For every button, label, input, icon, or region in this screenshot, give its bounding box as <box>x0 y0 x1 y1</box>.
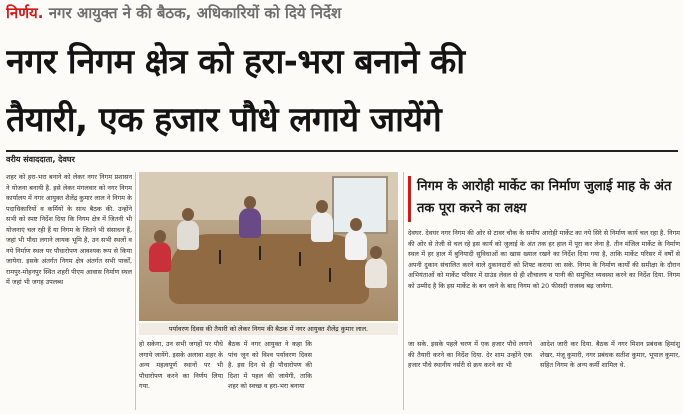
left-column-text: शहर को हरा-भरा बनाने को लेकर नगर निगम प्रशासन ने योजना बनायी है. इसे लेकर मंगलवार को नगर निगम कार्यालय में नगर आयुक्त शैलेंद्र कुमार लाल ने निगम के पदाधिकारियों व कर्मियों के साथ बैठक की. उन्होंने सभी को स्पष्ट निर्देश दिया कि निगम क्षेत्र में जितनी भी योजनाएं चल रही हैं या निगम के जितने भी संसाधन हैं, जहां भी पौधा लगाने लायक भूमि है, उन सभी स्थलों व नये निर्माण स्थल पर पौधारोपण आवश्यक रूप से किया जायेगा. इसके अंतर्गत निगम क्षेत्र अंतर्गत सभी पार्कों, रामपुर-मोहनपुर स्थित शहरी पीएम आवास निर्माण स्थल में जहां भी जगह उपलब्ध <box>6 173 132 286</box>
column-divider <box>135 172 136 410</box>
meeting-photo <box>139 172 398 321</box>
photo-person <box>239 208 261 238</box>
photo-caption: पर्यावरण दिवस की तैयारी को लेकर निगम की बैठक में नगर आयुक्त शैलेंद्र कुमार लाल. <box>139 323 398 335</box>
side-story-headline: निगम के आरोही मार्केट का निर्माण जुलाई माह के अंत तक पूरा करने का लक्ष्य <box>408 176 680 222</box>
photo-microphone <box>219 250 221 264</box>
kicker-text: नगर आयुक्त ने की बैठक, अधिकारियों को दिये निर्देश <box>48 4 342 22</box>
photo-person <box>177 220 199 250</box>
bottom-column-4: आदेश जारी कर दिया. बैठक में नगर मिशन प्रबंधक हिमांशु शेखर, मंजू कुमारी, नगर प्रबंधक सतीश कुमार, भूपाल कुमार, सहित निगम के अन्य कर्मी शामिल थे. <box>540 340 680 369</box>
photo-microphone <box>259 246 261 260</box>
photo-table <box>169 234 369 304</box>
photo-microphone <box>329 268 331 282</box>
kicker-tag: निर्णय <box>6 4 38 22</box>
bottom-column-1: हो सकेगा, उन सभी जगहों पर पौधे लगाये जायेंगे. इसके अलावा शहर के अन्य महत्वपूर्ण स्थानों पर भी पौधारोपण करने का निर्णय लिया गया. <box>139 340 223 390</box>
photo-microphone <box>299 252 301 266</box>
byline: वरीय संवाददाता, देवघर <box>6 155 75 164</box>
side-story-text: देवघर. देवघर नगर निगम की ओर से टावर चौक के समीप आरोही मार्केट का नये सिरे से निर्माण कार्य चल रहा है. निगम की ओर से तेजी से चल रहे इस कार्य को जुलाई के अंत तक हर हाल में पूरा कर लेना है. तीन मंजिल मार्केट के निर्माण स्थल में हर हाल में बुनियादी सुविधाओं का खास ख्याल रखने का निर्देश दिया गया है, ताकि मार्केट परिसर में वर्षों से अपनी दुकान संचालित करने वाले दुकानदारों को शिफ्ट कराया जा सके. निगम के निर्माण कार्यों की समीक्षा के दौरान अभियंताओं को मार्केट परिसर में ग्राउंड लेवल से ही शौचालय व पानी की समुचित व्यवस्था करने का निर्देश दिया. निगम को उम्मीद है कि इस मार्केट के बन जाने के बाद निगम को 20 फीसदी राजस्व बढ़ जायेगा. <box>408 229 680 290</box>
column-divider <box>403 172 404 410</box>
divider <box>6 150 678 152</box>
photo-person <box>365 258 387 288</box>
kicker-dot: . <box>37 4 44 22</box>
photo-person <box>149 242 171 272</box>
bottom-column-2: बैठक में नगर आयुक्त ने कहा कि पांच जून को विश्व पर्यावरण दिवस है. इस दिन से ही पौधारोपण की दिशा में पहल की जायेगी, ताकि शहर को स्वच्छ व हरा-भरा बनाया <box>228 340 312 390</box>
headline-line-1: नगर निगम क्षेत्र को हरा-भरा बनाने की <box>6 42 465 82</box>
headline-line-2: तैयारी, एक हजार पौधे लगाये जायेंगे <box>6 100 442 140</box>
bottom-column-3: जा सके. इसके पहले चरण में एक हजार पौधे लगाने की तैयारी करने का निर्देश दिया. देर शाम उन्होंने एक हजार पौधे स्थानीय नर्सरी से क्रय करने का भी <box>408 340 532 369</box>
photo-person <box>311 212 333 242</box>
kicker <box>6 3 678 27</box>
photo-person <box>345 230 367 260</box>
